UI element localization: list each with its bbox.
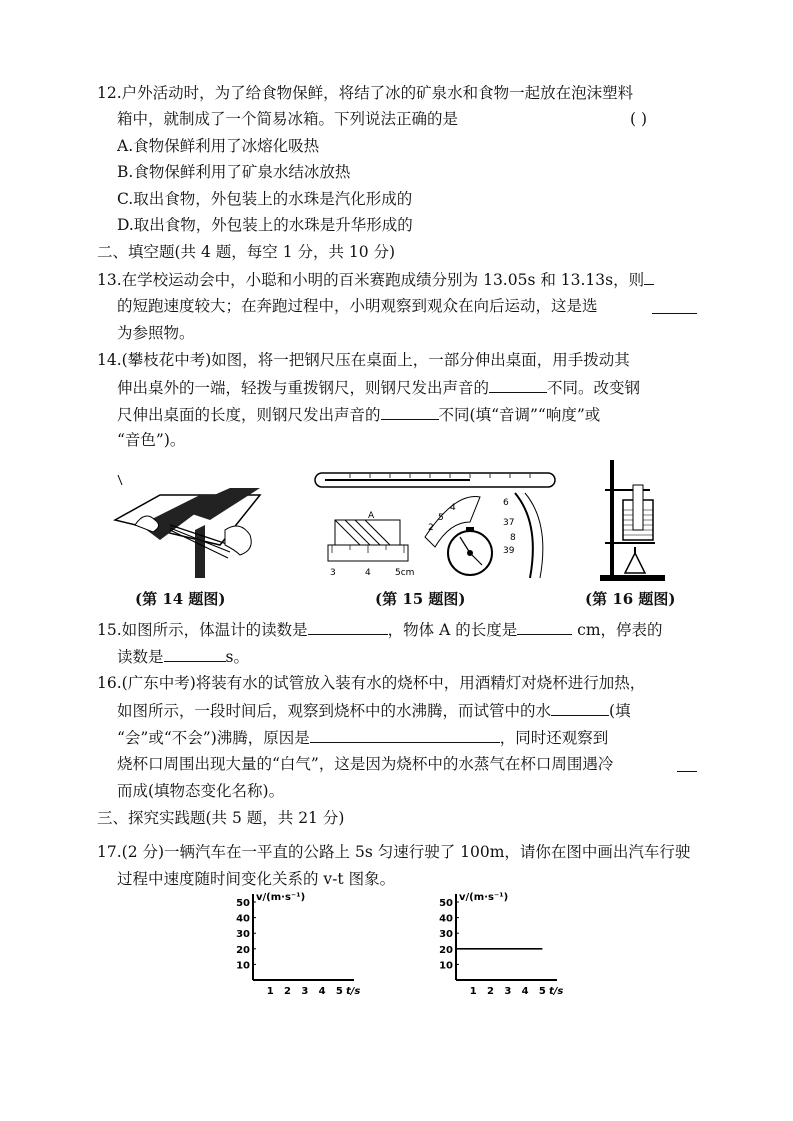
q15-line1 xyxy=(97,619,663,640)
q15-blank3[interactable] xyxy=(164,646,226,662)
q13-line1 xyxy=(97,269,654,290)
y-tick-label: 30 xyxy=(439,929,453,941)
fig14-steel-ruler-illustration xyxy=(110,470,270,585)
q14-line1: 14.(攀枝花中考)如图，将一把钢尺压在桌面上，一部分伸出桌面，用手拨动其 xyxy=(97,351,630,369)
q14-blank1[interactable] xyxy=(489,377,547,393)
q13-line2-text: 的短跑速度较大；在奔跑过程中，小明观察到观众在向后运动，这是选 xyxy=(117,297,598,315)
stopwatch-outer-8: 8 xyxy=(510,533,516,543)
x-tick-label: 5 xyxy=(538,986,546,997)
q16-line3-text-b: ，同时还观察到 xyxy=(499,729,609,747)
fig16-caption: (第 16 题图) xyxy=(585,590,676,608)
y-axis-label: v/(m·s⁻¹) xyxy=(459,892,509,903)
y-axis-label: v/(m·s⁻¹) xyxy=(256,892,306,903)
q16-line1: 16.(广东中考)将装有水的试管放入装有水的烧杯中，用酒精灯对烧杯进行加热， xyxy=(97,674,646,692)
q16-blank1[interactable] xyxy=(551,700,609,716)
q12-answer-paren: ( ) xyxy=(630,110,648,128)
y-tick-label: 30 xyxy=(236,929,250,941)
x-axis-label: t/s xyxy=(549,986,564,997)
y-tick-label: 40 xyxy=(236,913,250,925)
q16-line4 xyxy=(117,754,613,774)
q16-line2-text-a: 如图所示，一段时间后，观察到烧杯中的水沸腾，而试管中的水 xyxy=(117,702,552,720)
q15-line2-text-a: 读数是 xyxy=(117,648,164,666)
stopwatch-outer-39: 39 xyxy=(503,546,515,556)
y-tick-label: 40 xyxy=(439,913,453,925)
q15-blank2[interactable] xyxy=(517,619,572,635)
q16-line3 xyxy=(117,727,608,748)
stopwatch-outer-6: 6 xyxy=(503,498,509,508)
x-axis-label: t/s xyxy=(346,986,361,997)
ruler-label-4: 4 xyxy=(365,568,371,578)
q14-line3-text-b: 不同(填“音调”“响度”或 xyxy=(438,406,601,424)
x-tick-label: 1 xyxy=(266,986,274,997)
q14-line2 xyxy=(117,377,640,398)
x-tick-label: 1 xyxy=(469,986,477,997)
q13-blank2[interactable] xyxy=(652,298,697,314)
q12-stem-line2: 箱中，就制成了一个简易冰箱。下列说法正确的是 xyxy=(117,110,459,128)
x-tick-label: 2 xyxy=(284,986,292,997)
fig15-caption: (第 15 题图) xyxy=(375,590,466,608)
q17-line2: 过程中速度随时间变化关系的 v-t 图象。 xyxy=(117,870,396,888)
q15-line2 xyxy=(117,646,249,667)
fig16-beaker-test-tube-apparatus xyxy=(595,455,675,585)
y-tick-label: 20 xyxy=(439,944,453,956)
section3-heading: 三、探究实践题(共 5 题，共 21 分) xyxy=(97,809,345,827)
q12-option-d: D.取出食物，外包装上的水珠是升华形成的 xyxy=(117,216,413,234)
q14-blank2[interactable] xyxy=(381,404,439,420)
stopwatch-inner-5: 5 xyxy=(438,513,444,523)
y-tick-label: 50 xyxy=(439,898,453,909)
y-tick-label: 50 xyxy=(236,898,250,909)
stopwatch-inner-2: 2 xyxy=(428,523,434,533)
q15-blank1[interactable] xyxy=(308,619,388,635)
x-tick-label: 4 xyxy=(318,986,326,997)
q14-line2-text-a: 伸出桌外的一端，轻拨与重拨钢尺，则钢尺发出声音的 xyxy=(117,379,490,397)
q15-line2-text-b: s。 xyxy=(225,648,249,666)
q13-line3: 为参照物。 xyxy=(117,324,195,342)
q13-line2 xyxy=(117,296,598,316)
section2-heading: 二、填空题(共 4 题，每空 1 分，共 10 分) xyxy=(97,243,396,261)
q16-blank3[interactable] xyxy=(677,756,697,772)
q16-line2-text-b: (填 xyxy=(609,702,631,720)
fig15-thermometer-ruler-stopwatch xyxy=(310,465,560,585)
q16-line5: 而成(填物态变化名称)。 xyxy=(117,782,285,800)
q14-line4: “音色”)。 xyxy=(117,431,186,449)
ruler-object-label: A xyxy=(368,511,375,521)
q17-line1: 17.(2 分)一辆汽车在一平直的公路上 5s 匀速行驶了 100m，请你在图中画出汽车行驶 xyxy=(97,843,691,861)
x-tick-label: 3 xyxy=(301,986,309,997)
q13-blank1[interactable] xyxy=(644,269,654,285)
q12-option-c: C.取出食物，外包装上的水珠是汽化形成的 xyxy=(117,190,413,208)
y-tick-label: 20 xyxy=(236,944,250,956)
vt-chart-answer xyxy=(428,890,568,1000)
q15-line1-text-b: ，物体 A 的长度是 xyxy=(387,621,518,639)
x-tick-label: 5 xyxy=(335,986,343,997)
q16-line2 xyxy=(117,700,631,721)
ruler-label-3: 3 xyxy=(330,568,336,578)
q14-line3-text-a: 尺伸出桌面的长度，则钢尺发出声音的 xyxy=(117,406,381,424)
q15-line1-text-c: cm，停表的 xyxy=(572,621,663,639)
q12-stem-line1: 12.户外活动时，为了给食物保鲜，将结了冰的矿泉水和食物一起放在泡沫塑料 xyxy=(97,84,634,102)
y-tick-label: 10 xyxy=(236,960,250,972)
q15-line1-text-a: 15.如图所示，体温计的读数是 xyxy=(97,621,308,639)
q13-line1-text: 13.在学校运动会中，小聪和小明的百米赛跑成绩分别为 13.05s 和 13.13s，则 xyxy=(97,271,645,289)
q12-option-a: A.食物保鲜利用了冰熔化吸热 xyxy=(117,137,320,155)
y-tick-label: 10 xyxy=(439,960,453,972)
stopwatch-inner-4: 4 xyxy=(450,503,456,513)
vt-chart-blank xyxy=(225,890,365,1000)
q12-option-b: B.食物保鲜利用了矿泉水结冰放热 xyxy=(117,163,351,181)
q14-line3 xyxy=(117,404,600,425)
q16-line3-text-a: “会”或“不会”)沸腾，原因是 xyxy=(117,729,310,747)
stopwatch-outer-37: 37 xyxy=(503,518,515,528)
x-tick-label: 3 xyxy=(504,986,512,997)
ruler-label-5cm: 5cm xyxy=(395,568,415,578)
x-tick-label: 4 xyxy=(521,986,529,997)
x-tick-label: 2 xyxy=(487,986,495,997)
fig14-caption: (第 14 题图) xyxy=(135,590,226,608)
q14-line2-text-b: 不同。改变钢 xyxy=(547,379,641,397)
q16-line4-text: 烧杯口周围出现大量的“白气”，这是因为烧杯中的水蒸气在杯口周围遇冷 xyxy=(117,755,614,773)
q16-blank2[interactable] xyxy=(310,727,500,743)
